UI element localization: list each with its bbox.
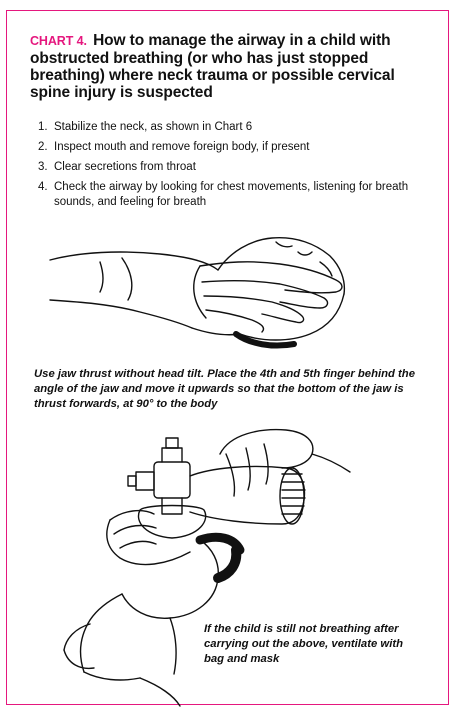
step-number: 3.	[38, 161, 48, 173]
step-text: Inspect mouth and remove foreign body, if present	[54, 141, 310, 153]
step-number: 2.	[38, 141, 48, 153]
step-number: 1.	[38, 121, 48, 133]
chart-tag: CHART 4.	[30, 34, 87, 48]
step-number: 4.	[38, 181, 48, 193]
bag-mask-caption: If the child is still not breathing after carrying out the above, ventilate with bag and mask	[204, 623, 403, 665]
step-item	[38, 160, 418, 175]
step-text: Stabilize the neck, as shown in Chart 6	[54, 121, 253, 133]
step-text: Check the airway by looking for chest movements, listening for breath sounds, and feeling for breath	[54, 181, 409, 208]
steps-list	[38, 120, 418, 215]
jaw-thrust-illustration	[40, 222, 420, 362]
step-text: Clear secretions from throat	[54, 161, 196, 173]
step-item	[38, 120, 418, 135]
chart-title-text: How to manage the airway in a child with obstructed breathing (or who has just stopped breathing) where neck trauma or possible cervical spine injury is suspected	[30, 32, 395, 101]
jaw-thrust-caption: Use jaw thrust without head tilt. Place the 4th and 5th finger behind the angle of the jaw and move it upwards so that the bottom of the jaw is thrust forwards, at 90° to the body	[34, 368, 415, 410]
step-item	[38, 180, 418, 210]
chart-title	[30, 32, 430, 101]
step-item	[38, 140, 418, 155]
